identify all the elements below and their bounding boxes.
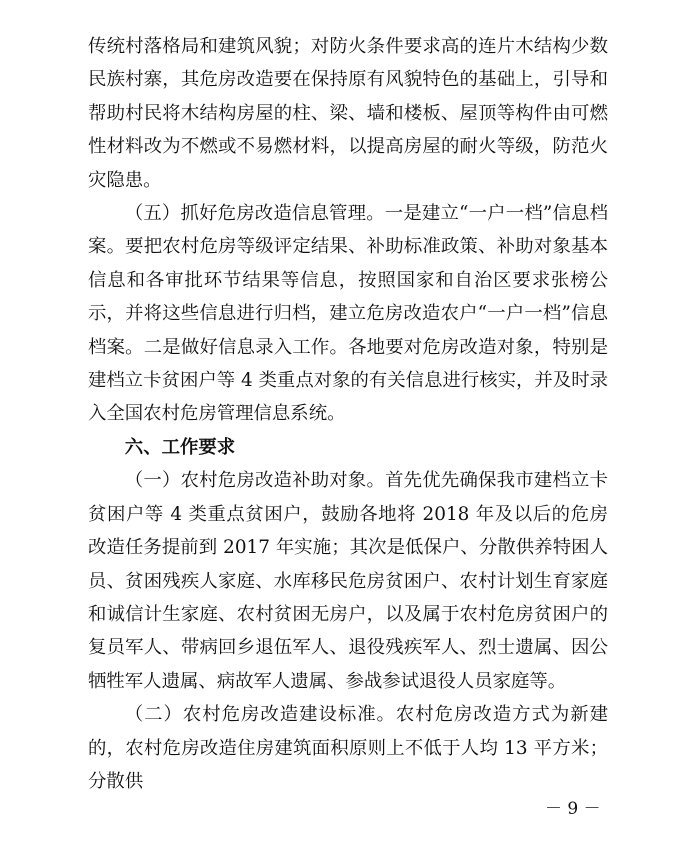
paragraph-construction-standards: （二）农村危房改造建设标准。农村危房改造方式为新建的，农村危房改造住房建筑面积原则上不低于人均 13 平方米；分散供 [88, 704, 608, 792]
paragraph-info-management: （五）抓好危房改造信息管理。一是建立“一户一档”信息档案。要把农村危房等级评定结果、补助标准政策、补助对象基本信息和各审批环节结果等信息，按照国家和自治区要求张榜公示，并将这些信息进行归档，建立危房改造农户“一户一档”信息档案。二是做好信息录入工作。各地要对危房改造对象，特别是建档立卡贫困户等 4 类重点对象的有关信息进行核实，并及时录入全国农村危房管理信息系统。 [88, 203, 608, 425]
section-heading-work-requirements: 六、工作要求 [124, 436, 236, 458]
paragraph-subsidy-targets: （一）农村危房改造补助对象。首先优先确保我市建档立卡贫困户等 4 类重点贫困户，鼓励各地将 2018 年及以后的危房改造任务提前到 2017 年实施；其次是低保户、分散供养特困人员、贫困残疾人家庭、水库移民危房贫困户、农村计划生育家庭和诚信计生家庭、农村贫困无房户，以及属于农村危房贫困户的复员军人、带病回乡退伍军人、退役残疾军人、烈士遗属、因公牺牲军人遗属、病故军人遗属、参战参试退役人员家庭等。 [88, 470, 608, 692]
page-number: － 9 － [545, 799, 601, 819]
paragraph-fire-safety-continuation: 传统村落格局和建筑风貌；对防火条件要求高的连片木结构少数民族村寨，其危房改造要在保持原有风貌特色的基础上，引导和帮助村民将木结构房屋的柱、梁、墙和楼板、屋顶等构件由可燃性材料改为不燃或不易燃材料，以提高房屋的耐火等级，防范火灾隐患。 [88, 36, 608, 191]
body-text [88, 30, 608, 798]
